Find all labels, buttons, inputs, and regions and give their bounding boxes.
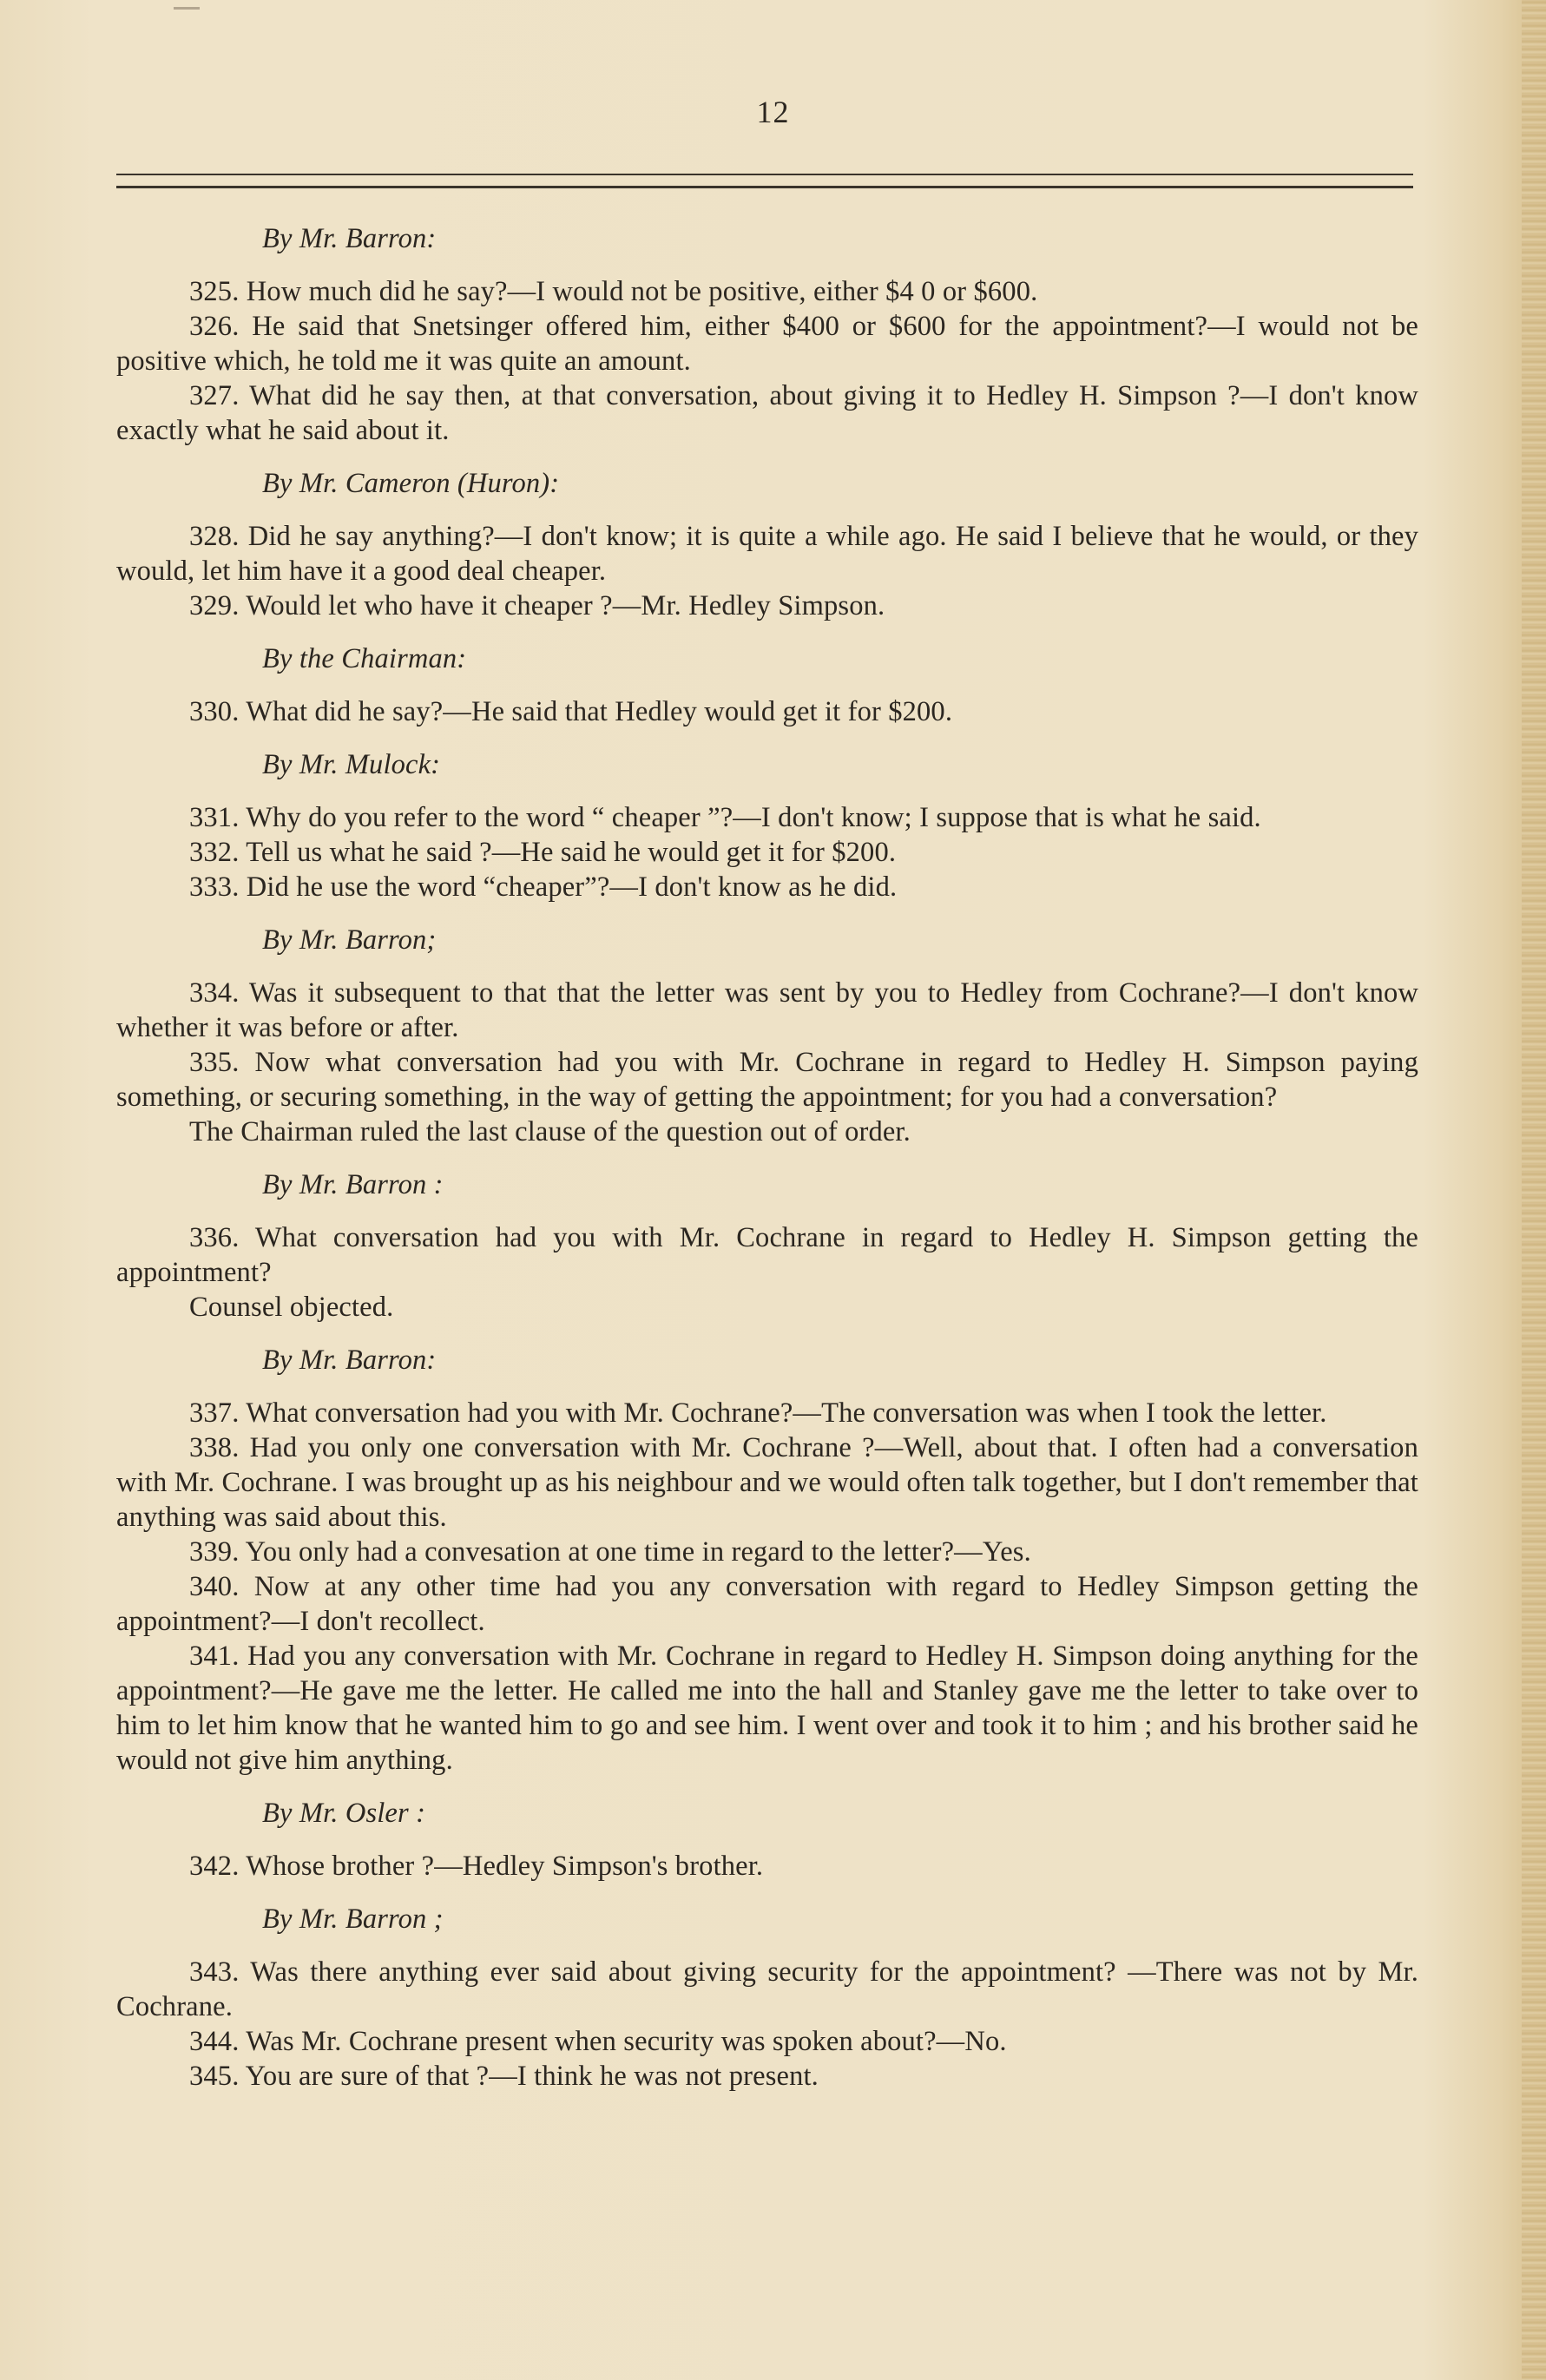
question-answer	[116, 1535, 1418, 1569]
question-text: Was Mr. Cochrane present when security was spoken about?—No.	[246, 2026, 1007, 2057]
question-text: Was there anything ever said about giving security for the appointment? —There was not by Mr. Cochrane.	[116, 1956, 1418, 2022]
question-number: 331.	[189, 802, 240, 833]
testimony-body	[116, 221, 1418, 2094]
question-number: 343.	[189, 1956, 240, 1988]
question-text: How much did he say?—I would not be positive, either $4 0 or $600.	[246, 276, 1038, 307]
examiner-heading: By Mr. Mulock:	[262, 749, 441, 780]
examiner-heading: By Mr. Barron:	[262, 1345, 437, 1376]
question-number: 327.	[189, 380, 240, 411]
question-number: 336.	[189, 1222, 240, 1253]
question-text: Did he use the word “cheaper”?—I don't know as he did.	[246, 871, 898, 903]
question-answer	[116, 835, 1418, 870]
question-text: What conversation had you with Mr. Cochrane?—The conversation was when I took the letter.	[246, 1397, 1327, 1429]
question-answer	[116, 1849, 1418, 1884]
question-number: 341.	[189, 1640, 240, 1672]
examiner-heading: By the Chairman:	[262, 643, 467, 674]
question-text: Now what conversation had you with Mr. Cochrane in regard to Hedley H. Simpson paying something, or securing something, in the way of getting the appointment; for you had a conversation?	[116, 1047, 1418, 1113]
question-number: 345.	[189, 2061, 240, 2092]
question-number: 340.	[189, 1571, 240, 1602]
question-text: What did he say?—He said that Hedley would get it for $200.	[246, 696, 953, 727]
question-answer	[116, 1396, 1418, 1430]
question-text: You are sure of that ?—I think he was not present.	[245, 2061, 819, 2092]
header-rule-double	[116, 186, 1413, 188]
question-number: 330.	[189, 696, 240, 727]
question-number: 326.	[189, 311, 240, 342]
question-text: Why do you refer to the word “ cheaper ”?—I don't know; I suppose that is what he said.	[246, 802, 1261, 833]
question-number: 342.	[189, 1851, 240, 1882]
question-text: He said that Snetsinger offered him, either $400 or $600 for the appointment?—I would not be positive which, he told me it was quite an amount.	[116, 311, 1419, 377]
smudge-mark	[174, 7, 200, 10]
question-number: 325.	[189, 276, 240, 307]
question-number: 338.	[189, 1432, 240, 1463]
question-answer	[116, 2059, 1418, 2094]
examiner-heading: By Mr. Barron :	[262, 1169, 444, 1200]
question-number: 333.	[189, 871, 240, 903]
question-number: 329.	[189, 590, 240, 621]
question-answer	[116, 588, 1418, 623]
question-text: Had you any conversation with Mr. Cochrane in regard to Hedley H. Simpson doing anything for the appointment?—He gave me the letter. He called me into the hall and Stanley gave me the letter to take over to him to let him know that he wanted him to go and see him. I went over and took it to him ; and his brother said he would not give him anything.	[116, 1640, 1418, 1776]
page-edge	[1522, 0, 1546, 2380]
question-text: You only had a convesation at one time in regard to the letter?—Yes.	[245, 1536, 1031, 1568]
examiner-heading: By Mr. Barron;	[262, 924, 437, 956]
question-answer	[116, 519, 1418, 588]
question-number: 344.	[189, 2026, 240, 2057]
question-text: What did he say then, at that conversation, about giving it to Hedley H. Simpson ?—I don't know exactly what he said about it.	[116, 380, 1418, 446]
question-answer	[116, 1955, 1418, 2024]
question-text: Now at any other time had you any conversation with regard to Hedley Simpson getting the appointment?—I don't recollect.	[116, 1571, 1418, 1637]
question-text: Had you only one conversation with Mr. Cochrane ?—Well, about that. I often had a conversation with Mr. Cochrane. I was brought up as his neighbour and we would often talk together, but I don't remember that anything was said about this.	[116, 1432, 1418, 1533]
header-rule	[116, 174, 1413, 175]
question-answer	[116, 976, 1418, 1045]
question-answer	[116, 870, 1418, 904]
question-number: 332.	[189, 837, 240, 868]
examiner-heading: By Mr. Osler :	[262, 1798, 426, 1829]
question-answer	[116, 1569, 1418, 1639]
question-answer	[116, 800, 1418, 835]
question-text: Tell us what he said ?—He said he would get it for $200.	[246, 837, 897, 868]
question-text: What conversation had you with Mr. Cochrane in regard to Hedley H. Simpson getting the appointment?	[116, 1222, 1418, 1288]
question-text: Would let who have it cheaper ?—Mr. Hedley Simpson.	[246, 590, 885, 621]
examiner-heading: By Mr. Barron:	[262, 223, 437, 254]
question-number: 337.	[189, 1397, 240, 1429]
question-answer	[116, 1639, 1418, 1778]
question-answer	[116, 1045, 1418, 1114]
examiner-heading: By Mr. Barron ;	[262, 1903, 444, 1935]
question-answer	[116, 378, 1418, 448]
question-number: 339.	[189, 1536, 240, 1568]
question-answer	[116, 1220, 1418, 1290]
question-answer	[116, 274, 1418, 309]
procedural-note: Counsel objected.	[189, 1292, 394, 1323]
question-answer	[116, 1430, 1418, 1535]
question-number: 334.	[189, 977, 240, 1009]
question-number: 335.	[189, 1047, 240, 1078]
procedural-note: The Chairman ruled the last clause of the question out of order.	[189, 1116, 911, 1147]
question-answer	[116, 2024, 1418, 2059]
question-text: Was it subsequent to that that the letter was sent by you to Hedley from Cochrane?—I don't know whether it was before or after.	[116, 977, 1418, 1043]
question-text: Whose brother ?—Hedley Simpson's brother.	[246, 1851, 764, 1882]
page-number: 12	[756, 95, 790, 129]
question-number: 328.	[189, 521, 240, 552]
question-answer	[116, 309, 1418, 378]
question-answer	[116, 694, 1418, 729]
question-text: Did he say anything?—I don't know; it is quite a while ago. He said I believe that he would, or they would, let him have it a good deal cheaper.	[116, 521, 1419, 587]
examiner-heading: By Mr. Cameron (Huron):	[262, 468, 560, 499]
